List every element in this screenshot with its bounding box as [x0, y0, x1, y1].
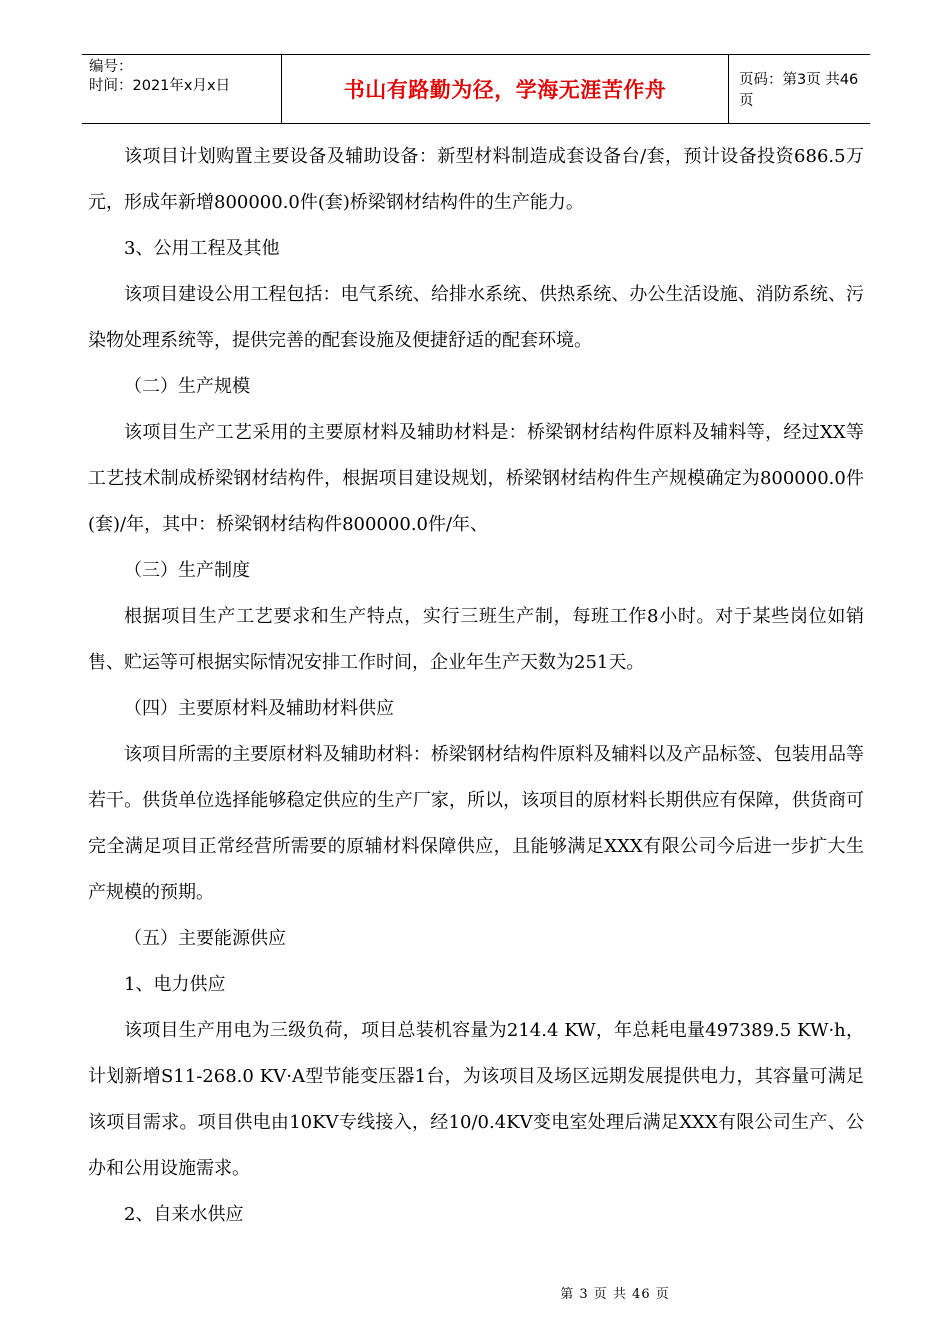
section-heading: 2、自来水供应 — [124, 1204, 244, 1225]
section-heading: 1、电力供应 — [124, 974, 226, 995]
document-date: 时间：2021年x月x日 — [89, 78, 231, 94]
paragraph: 该项目计划购置主要设备及辅助设备：新型材料制造成套设备台/套，预计设备投资686.5万元，形成年新增800000.0件(套)桥梁钢材结构件的生产能力。 — [88, 146, 864, 213]
paragraph: 根据项目生产工艺要求和生产特点，实行三班生产制，每班工作8小时。对于某些岗位如销售、贮运等可根据实际情况安排工作时间，企业年生产天数为251天。 — [88, 606, 864, 673]
section-heading: （二）生产规模 — [124, 376, 250, 397]
document-number-label: 编号： — [89, 59, 133, 75]
header-motto: 书山有路勤为径，学海无涯苦作舟 — [282, 55, 729, 123]
document-body — [88, 134, 864, 1238]
paragraph: 该项目建设公用工程包括：电气系统、给排水系统、供热系统、办公生活设施、消防系统、污染物处理系统等，提供完善的配套设施及便捷舒适的配套环境。 — [88, 284, 864, 351]
header-page-info: 页码：第3页 共46页 — [739, 72, 859, 109]
paragraph: 该项目生产用电为三级负荷，项目总装机容量为214.4 KW，年总耗电量497389.5 KW·h，计划新增S11-268.0 KV·A型节能变压器1台，为该项目及场区远期发展提供电力，其容量可满足该项目需求。项目供电由10KV专线接入，经10/0.4KV变电室处理后满足XXX有限公司生产、公办和公用设施需求。 — [88, 1020, 864, 1179]
header-meta — [82, 55, 282, 123]
paragraph: 该项目生产工艺采用的主要原材料及辅助材料是：桥梁钢材结构件原料及辅料等，经过XX等工艺技术制成桥梁钢材结构件，根据项目建设规划，桥梁钢材结构件生产规模确定为800000.0件(套)/年，其中：桥梁钢材结构件800000.0件/年、 — [88, 422, 864, 535]
section-heading: （三）生产制度 — [124, 560, 250, 581]
section-heading: （四）主要原材料及辅助材料供应 — [124, 698, 394, 719]
section-heading: 3、公用工程及其他 — [124, 238, 280, 259]
section-heading: （五）主要能源供应 — [124, 928, 286, 949]
paragraph: 该项目所需的主要原材料及辅助材料：桥梁钢材结构件原料及辅料以及产品标签、包装用品等若干。供货单位选择能够稳定供应的生产厂家，所以，该项目的原材料长期供应有保障，供货商可完全满足项目正常经营所需要的原辅材料保障供应，且能够满足XXX有限公司今后进一步扩大生产规模的预期。 — [88, 744, 864, 903]
page-header — [82, 54, 870, 124]
page-footer: 第 3 页 共 46 页 — [560, 1287, 670, 1302]
